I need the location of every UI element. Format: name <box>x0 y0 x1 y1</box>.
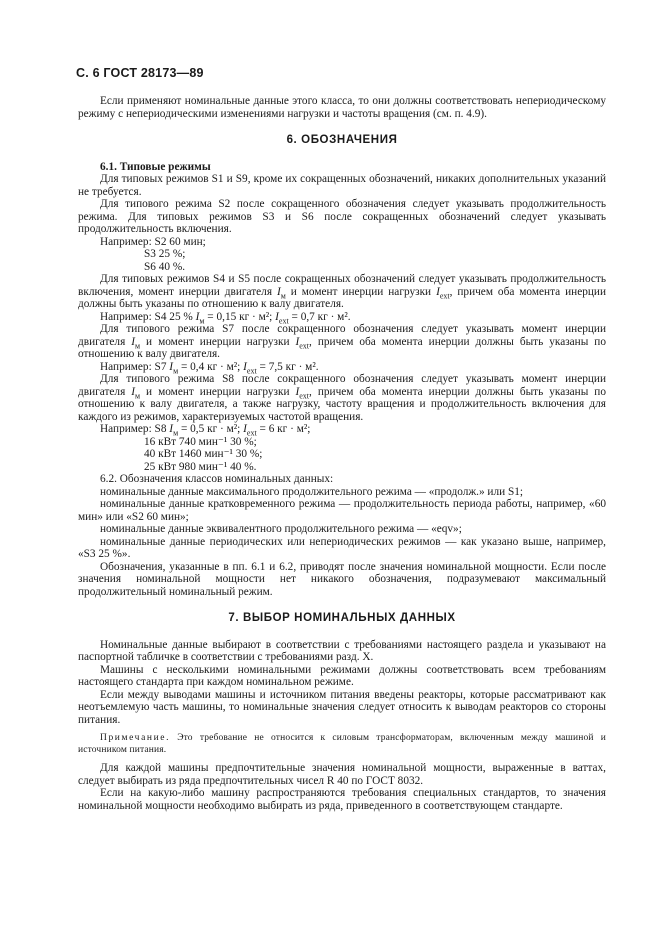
paragraph-reactors: Если между выводами машины и источником питания введены реакторы, которые рассматривают как неотъемлемую часть машины, то номинальные значения следует относить к выводам реакторов со стороны питания. <box>78 688 606 726</box>
paragraph-s2-s3-s6: Для типового режима S2 после сокращенного обозначения следует указывать продолжительность режима. Для типовых режимов S3 и S6 после сокращенных обозначений следует указывать продолжительность включения. <box>78 198 606 235</box>
paragraph-s8: Для типового режима S8 после сокращенного обозначения следует указывать момент инерции двигателя $I_м$ и момент инерции нагрузки $I_{ext}$, причем оба момента инерции должны быть указаны по отношению к валу двигателя, а также нагрузку, частоту вращения и продолжительность включения для каждого из режимов, характеризуемых частотой вращения. <box>78 373 606 423</box>
paragraph-designation-placement: Обозначения, указанные в пп. 6.1 и 6.2, приводят после значения номинальной мощности. Если после значения номинальной мощности нет никакого обозначения, подразумевают максимальный продолжительный номинальный режим. <box>78 560 606 598</box>
example-s4: Например: S4 25 % $I_м = 0,15$ кг · м²; $I_{ext} = 0,7$ кг · м². <box>100 310 351 325</box>
paragraph-multiple-ratings: Машины с несколькими номинальными режимами должны соответствовать всем требованиям настоящего стандарта при каждом номинальном режиме. <box>78 663 606 688</box>
page-header: С. 6 ГОСТ 28173—89 <box>76 66 204 80</box>
note <box>78 733 606 756</box>
note-text: Это требование не относится к силовым трансформаторам, включенным между машиной и источником питания. <box>78 733 606 755</box>
paragraph-s1-s9: Для типовых режимов S1 и S9, кроме их сокращенных обозначений, никаких дополнительных указаний не требуется. <box>78 173 606 198</box>
paragraph-s7: Для типового режима S7 после сокращенного обозначения следует указывать момент инерции двигателя $I_м$ и момент инерции нагрузки $I_{ext}$, причем оба момента инерции должны быть указаны по отношению к валу двигателя. <box>78 323 606 360</box>
subsection-6-1-title: 6.1. Типовые режимы <box>100 160 211 173</box>
rating-class-item: номинальные данные кратковременного режима — продолжительность периода работы, например, «60 мин» или «S2 60 мин»; <box>78 498 606 523</box>
rating-class-item: номинальные данные периодических или непериодических режимов — как указано выше, например, «S3 25 %». <box>78 535 606 560</box>
example-s2: Например: S2 60 мин; <box>100 235 206 248</box>
example-s6: S6 40 %. <box>144 260 186 273</box>
subsection-6-2-title: 6.2. Обозначения классов номинальных данных: <box>100 473 334 485</box>
paragraph-special-standards: Если на какую-либо машину распространяются требования специальных стандартов, то значения номинальной мощности необходимо выбирать из ряда, приведенного в соответствующем стандарте. <box>78 787 606 812</box>
example-s3: S3 25 %; <box>144 248 186 260</box>
section-6-heading: 6. ОБОЗНАЧЕНИЯ <box>286 134 398 146</box>
section-7-heading: 7. ВЫБОР НОМИНАЛЬНЫХ ДАННЫХ <box>228 612 456 624</box>
intro-paragraph: Если применяют номинальные данные этого класса, то они должны соответствовать непериодическому режиму с непериодическими изменениями нагрузки и частоты вращения (см. п. 4.9). <box>78 95 606 120</box>
paragraph-rating-selection: Номинальные данные выбирают в соответствии с требованиями настоящего раздела и указывают на паспортной табличке в соответствии с требованиями разд. X. <box>78 638 606 663</box>
paragraph-preferred-values: Для каждой машины предпочтительные значения номинальной мощности, выраженные в ваттах, следует выбирать из ряда предпочтительных чисел R 40 по ГОСТ 8032. <box>78 762 606 787</box>
example-s7: Например: S7 $I_м = 0,4$ кг · м²; $I_{ext} = 7,5$ кг · м². <box>100 360 319 375</box>
paragraph-s4-s5: Для типовых режимов S4 и S5 после сокращенных обозначений следует указывать продолжительность включения, момент инерции двигателя $I_м$ и момент инерции нагрузки $I_{ext}$, причем оба момента инерции должны быть указаны по отношению к валу двигателя. <box>78 273 606 310</box>
page-content <box>78 95 606 812</box>
example-s8: Например: S8 $I_м = 0,5$ кг · м²; $I_{ext} = 6$ кг · м²; <box>100 423 311 438</box>
rating-class-item: номинальные данные максимального продолжительного режима — «продолж.» или S1; <box>100 485 524 498</box>
example-s8-line-2: 16 кВт 740 мин⁻¹ 30 %; <box>144 435 257 448</box>
rating-class-item: номинальные данные эквивалентного продолжительного режима — «eqv»; <box>100 523 462 535</box>
note-label: Примечание. <box>100 733 171 743</box>
example-s8-line-4: 25 кВт 980 мин⁻¹ 40 %. <box>144 460 257 473</box>
example-s8-line-3: 40 кВт 1460 мин⁻¹ 30 %; <box>144 448 263 460</box>
